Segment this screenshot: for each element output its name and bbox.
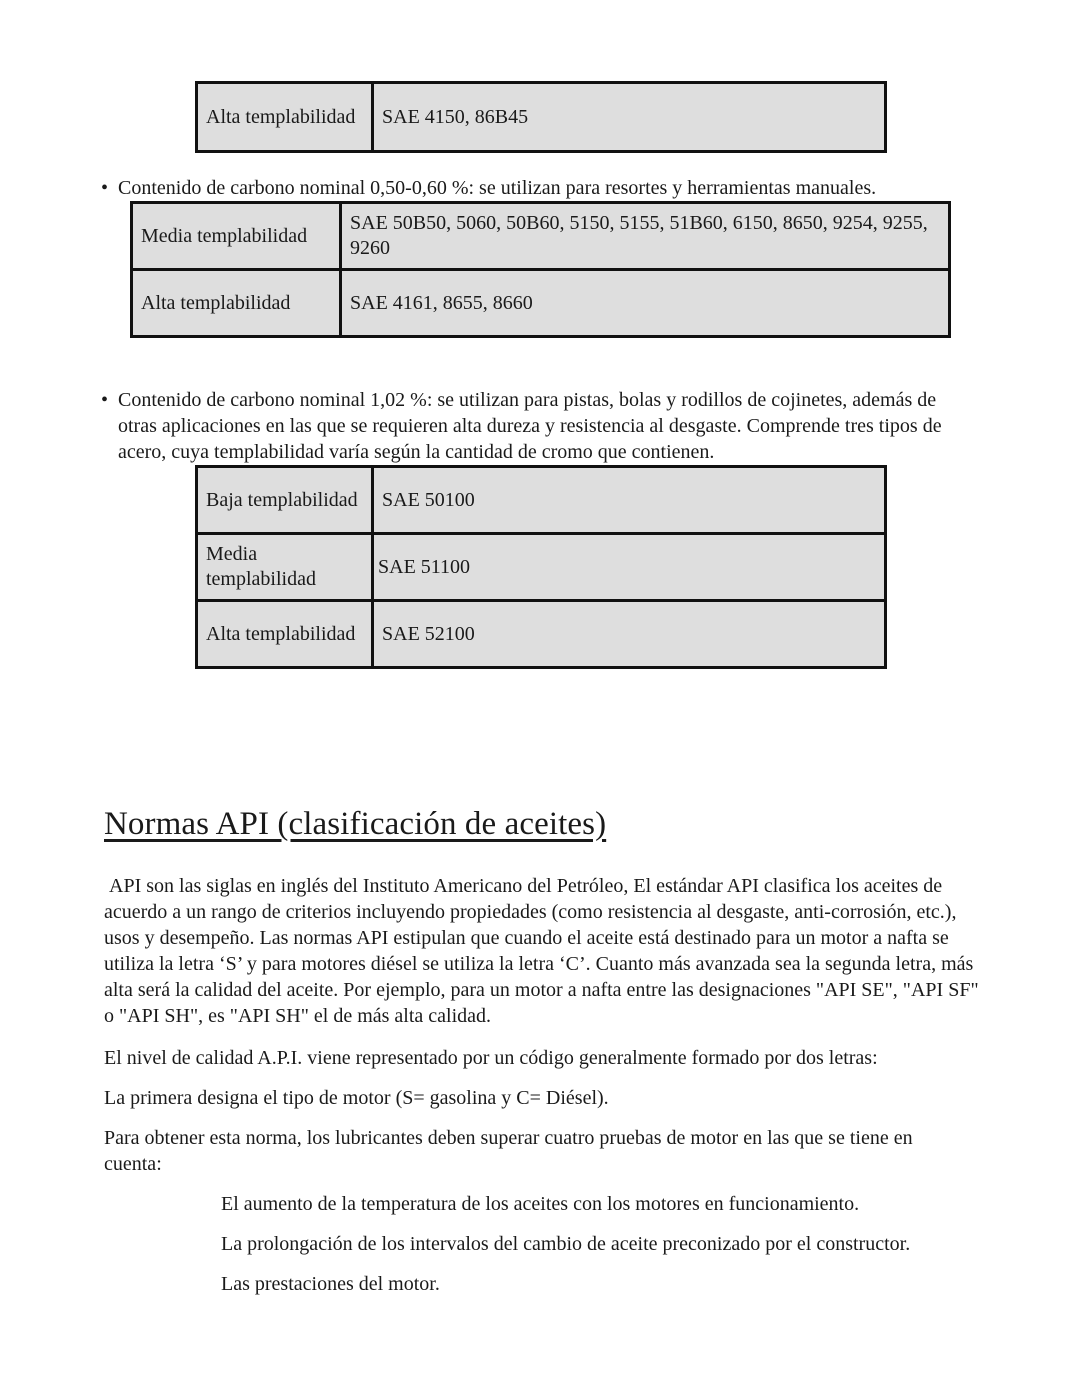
table-row bbox=[197, 83, 886, 152]
list-item: El aumento de la temperatura de los aceites con los motores en funcionamiento. bbox=[221, 1193, 860, 1215]
paragraph-pruebas-motor: Para obtener esta norma, los lubricantes deben superar cuatro pruebas de motor en las que se tiene en cuenta: bbox=[104, 1127, 913, 1175]
bullet-text: Contenido de carbono nominal 1,02 %: se utilizan para pistas, bolas y rodillos de cojinetes, además de otras aplicaciones en las que se requieren alta dureza y resistencia al desgaste. Comprende tres tipos de acero, cuya templabilidad varía según la cantidad de cromo que contienen. bbox=[118, 389, 942, 463]
table-carbono-050-060 bbox=[130, 201, 951, 338]
table-cell-value: SAE 50100 bbox=[373, 467, 886, 534]
table-cell-value: SAE 51100 bbox=[373, 534, 886, 601]
table-cell-label: Alta templabilidad bbox=[197, 601, 373, 668]
table-cell-value: SAE 52100 bbox=[373, 601, 886, 668]
list-item: La prolongación de los intervalos del cambio de aceite preconizado por el constructor. bbox=[221, 1233, 911, 1255]
table-cell-value: SAE 50B50, 5060, 50B60, 5150, 5155, 51B60, 6150, 8650, 9254, 9255, 9260 bbox=[341, 203, 950, 270]
paragraph-primera-letra: La primera designa el tipo de motor (S= gasolina y C= Diésel). bbox=[104, 1087, 609, 1109]
table-row bbox=[197, 467, 886, 534]
section-heading: Normas API (clasificación de aceites) bbox=[104, 806, 607, 842]
table-cell-value: SAE 4150, 86B45 bbox=[373, 83, 886, 152]
bullet-text: Contenido de carbono nominal 0,50-0,60 %: se utilizan para resortes y herramientas manuales. bbox=[118, 177, 877, 199]
bullet-icon: • bbox=[101, 177, 109, 199]
table-row bbox=[132, 270, 950, 337]
bullet-carbono-050-060 bbox=[101, 175, 971, 201]
table-carbono-102 bbox=[195, 465, 887, 669]
table-cell-label: Alta templabilidad bbox=[132, 270, 341, 337]
paragraph-nivel-calidad: El nivel de calidad A.P.I. viene representado por un código generalmente formado por dos letras: bbox=[104, 1047, 878, 1069]
table-cell-label: Media templabilidad bbox=[197, 534, 373, 601]
table-cell-label: Alta templabilidad bbox=[197, 83, 373, 152]
bullet-icon: • bbox=[101, 389, 109, 411]
table-cell-value: SAE 4161, 8655, 8660 bbox=[341, 270, 950, 337]
paragraph-api-intro: API son las siglas en inglés del Instituto Americano del Petróleo, El estándar API clasifica los aceites de acuerdo a un rango de criterios incluyendo propiedades (como resistencia al desgaste, anti-corrosión, etc.), usos y desempeño. Las normas API estipulan que cuando el aceite está destinado para un motor a nafta se utiliza la letra ‘S’ y para motores diésel se utiliza la letra ‘C’. Cuanto más avanzada sea la segunda letra, más alta será la calidad del aceite. Por ejemplo, para un motor a nafta entre las designaciones "API SE", "API SF" o "API SH", es "API SH" el de más alta calidad. bbox=[104, 875, 979, 1027]
table-alta-templabilidad-top bbox=[195, 81, 887, 153]
table-cell-label: Baja templabilidad bbox=[197, 467, 373, 534]
table-row bbox=[197, 534, 886, 601]
table-row bbox=[197, 601, 886, 668]
bullet-carbono-102 bbox=[101, 387, 971, 465]
table-row bbox=[132, 203, 950, 270]
table-cell-label: Media templabilidad bbox=[132, 203, 341, 270]
list-item: Las prestaciones del motor. bbox=[221, 1273, 440, 1295]
